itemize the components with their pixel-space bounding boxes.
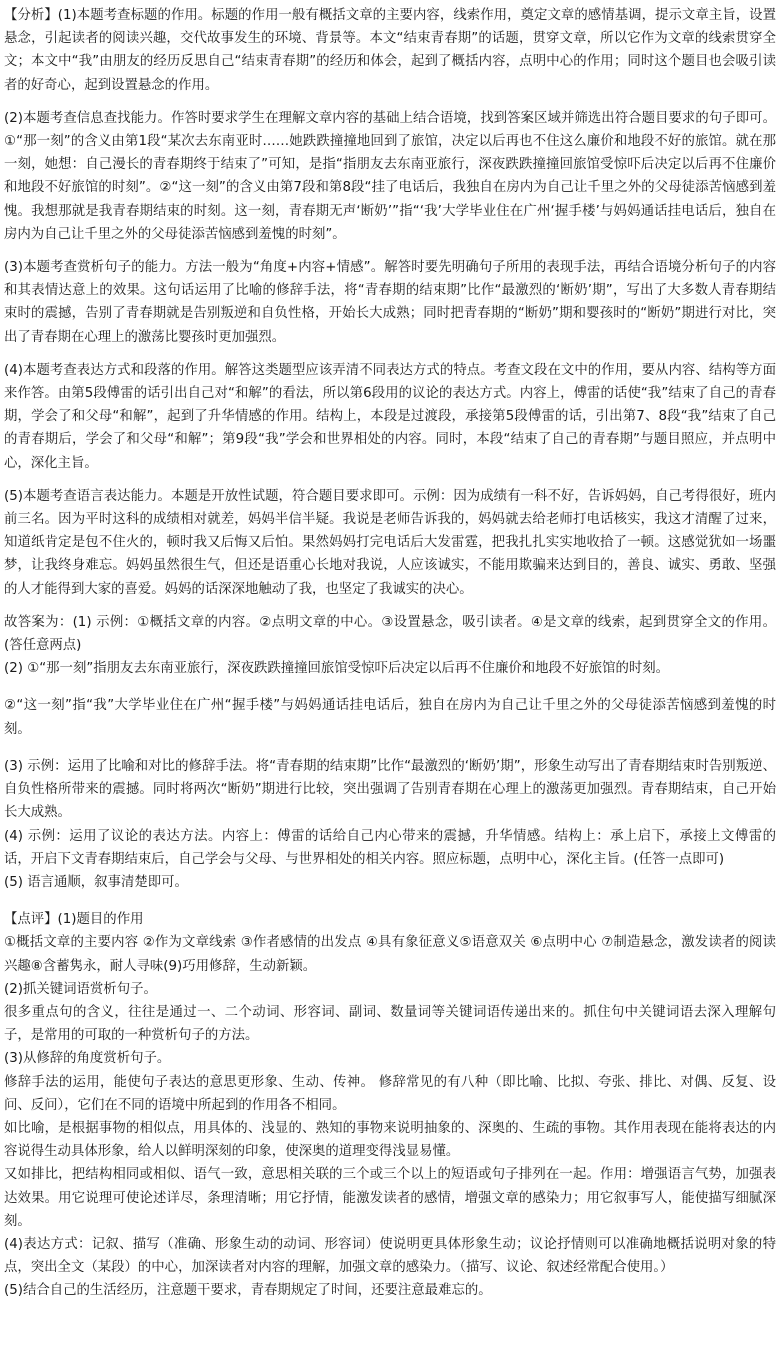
comment-rhetoric-text: 修辞手法的运用，能使句子表达的意思更形象、生动、传神。 修辞常见的有八种（即比喻、比拟、夸张、排比、对偶、反复、设问、反问），它们在不同的语境中所起到的作用各不相同。 <box>4 1074 776 1113</box>
comment-keyword-text: 很多重点句的含义，往往是通过一、二个动词、形容词、副词、数量词等关键词语传递出来的。抓住句中关键词语去深入理解句子，是常用的可取的一种赏析句子的方法。 <box>4 1004 776 1044</box>
answer-5: (5) 语言通顺，叙事清楚即可。 <box>4 874 188 890</box>
analysis-paragraph-3: (3)本题考查赏析句子的能力。方法一般为“角度+内容+情感”。解答时要先明确句子所用的表现手法，再结合语境分析句子的内容和其表情达意上的效果。这句话运用了比喻的修辞手法，将“青春期的结束期”比作“最激烈的‘断奶’期”，写出了大多数人青春期结束时的震撼，告别了青春期就是告别叛逆和自负性格，开始长大成熟；同时把青春期的“断奶”期和婴孩时的“断奶”期进行对比，突出了青春期在心理上的激荡比婴孩时更加强烈。 <box>4 260 776 345</box>
answer-2-part-2: ②“这一刻”指“我”大学毕业住在广州“握手楼”与妈妈通话挂电话后，独自在房内为自己让千里之外的父母徒添苦恼感到羞愧的时刻。 <box>4 698 776 737</box>
comment-expression-text: (4)表达方式：记叙、描写（准确、形象生动的动词、形容词）使说明更具体形象生动；议论抒情则可以准确地概括说明对象的特点，突出全文（某段）的中心，加深读者对内容的理解，加强文章的感染力。（描写、议论、叙述经常配合使用。） <box>4 1236 776 1276</box>
answer-2-part-1: (2) ①“那一刻”指朋友去东南亚旅行，深夜跌跌撞撞回旅馆受惊吓后决定以后再不住廉价和地段不好旅馆的时刻。 <box>4 661 670 677</box>
comment-title-functions: ①概括文章的主要内容 ②作为文章线索 ③作者感情的出发点 ④具有象征意义⑤语意双关 ⑥点明中心 ⑦制造悬念，激发读者的阅读兴趣⑧含蓄隽永，耐人寻味(9)巧用修辞，生动新颖。 <box>4 935 776 974</box>
analysis-section <box>4 4 776 601</box>
comment-heading: 【点评】(1)题目的作用 <box>4 912 144 928</box>
analysis-paragraph-5: (5)本题考查语言表达能力。本题是开放性试题，符合题目要求即可。示例：因为成绩有一科不好，告诉妈妈，自己考得很好，班内前三名。因为平时这科的成绩相对就差，妈妈半信半疑。我说是老师告诉我的，妈妈就去给老师打电话核实，我这才清醒了过来，知道纸肯定是包不住火的，顿时我又后悔又后怕。果然妈妈打完电话后大发雷霆，把我扎扎实实地收拾了一顿。这感觉犹如一场噩梦，让我终身难忘。妈妈虽然很生气，但还是语重心长地对我说，人应该诚实，不能用欺骗来达到目的，善良、诚实、勇敢、坚强的人才能得到大家的喜爱。妈妈的话深深地触动了我，也坚定了我诚实的决心。 <box>4 488 776 597</box>
comment-rhetoric-heading: (3)从修辞的角度赏析句子。 <box>4 1051 171 1067</box>
analysis-paragraph-4: (4)本题考查表达方式和段落的作用。解答这类题型应该弄清不同表达方式的特点。考查文段在文中的作用，要从内容、结构等方面来作答。由第5段傅雷的话引出自己对“和解”的看法，所以第6段用的议论的表达方式。内容上，傅雷的话使“我”结束了自己的青春期，学会了和父母“和解”，起到了升华情感的作用。结构上，本段是过渡段，承接第5段傅雷的话，引出第7、8段“我”结束了自己的青春期后，学会了和父母“和解”；第9段“我”学会和世界相处的内容。同时，本段“结束了自己的青春期”与题目照应，并点明中心，深化主旨。 <box>4 362 776 471</box>
comment-section <box>4 908 776 1302</box>
comment-experience-text: (5)结合自己的生活经历，注意题干要求，青春期规定了时间，还要注意最难忘的。 <box>4 1283 492 1299</box>
comment-parallelism-text: 又如排比，把结构相同或相似、语气一致，意思相关联的三个或三个以上的短语或句子排列在一起。作用：增强语言气势，加强表达效果。用它说理可使论述详尽，条理清晰；用它抒情，能激发读者的感情，增强文章的感染力；用它叙事写人，能使描写细腻深刻。 <box>4 1167 776 1229</box>
analysis-paragraph-2: (2)本题考查信息查找能力。作答时要求学生在理解文章内容的基础上结合语境，找到答案区域并筛选出符合题目要求的句子即可。①“那一刻”的含义由第1段“某次去东南亚时……她跌跌撞撞地回到了旅馆，决定以后再也不住这么廉价和地段不好的旅馆。就在那一刻，她想：自己漫长的青春期终于结束了”可知，是指“指朋友去东南亚旅行，深夜跌跌撞撞回旅馆受惊吓后决定以后再不住廉价和地段不好旅馆的时刻”。②“这一刻”的含义由第7段和第8段“挂了电话后，我独自在房内为自己让千里之外的父母徒添苦恼感到羞愧。我想那就是我青春期结束的时刻。这一刻，青春期无声‘断奶’”指“‘我’大学毕业住在广州‘握手楼’与妈妈通话挂电话后，独自在房内为自己让千里之外的父母徒添苦恼感到羞愧的时刻”。 <box>4 110 776 242</box>
answer-4: (4) 示例：运用了议论的表达方法。内容上：傅雷的话给自己内心带来的震撼，升华情感。结构上：承上启下，承接上文傅雷的话，开启下文青春期结束后，自己学会与父母、与世界相处的相关内容。照应标题，点明中心，深化主旨。(任答一点即可) <box>4 828 776 867</box>
comment-metaphor-text: 如比喻，是根据事物的相似点，用具体的、浅显的、熟知的事物来说明抽象的、深奥的、生疏的事物。其作用表现在能将表达的内容说得生动具体形象，给人以鲜明深刻的印象，使深奥的道理变得浅显易懂。 <box>4 1120 776 1160</box>
answer-3: (3) 示例：运用了比喻和对比的修辞手法。将“青春期的结束期”比作“最激烈的‘断奶’期”，形象生动写出了青春期结束时告别叛逆、自负性格所带来的震撼。同时将两次“断奶”期进行比较，突出强调了告别青春期在心理上的激荡更加强烈。青春期结束，自己开始长大成熟。 <box>4 758 776 821</box>
answer-1: 故答案为：(1) 示例：①概括文章的内容。②点明文章的中心。③设置悬念，吸引读者。④是文章的线索，起到贯穿全文的作用。(答任意两点) <box>4 614 776 654</box>
analysis-paragraph-1: 【分析】(1)本题考查标题的作用。标题的作用一般有概括文章的主要内容，线索作用，奠定文章的感情基调，提示文章主旨，设置悬念，引起读者的阅读兴趣，交代故事发生的环境、背景等。本文“结束青春期”的话题，贯穿文章，所以它作为文章的线索贯穿全文；本文中“我”由朋友的经历反思自己“结束青春期”的经历和体会，起到了概括内容，点明中心的作用；同时这个题目也会吸引读者的好奇心，起到设置悬念的作用。 <box>4 8 776 93</box>
comment-keyword-heading: (2)抓关键词语赏析句子。 <box>4 981 157 997</box>
answer-section <box>4 611 776 894</box>
